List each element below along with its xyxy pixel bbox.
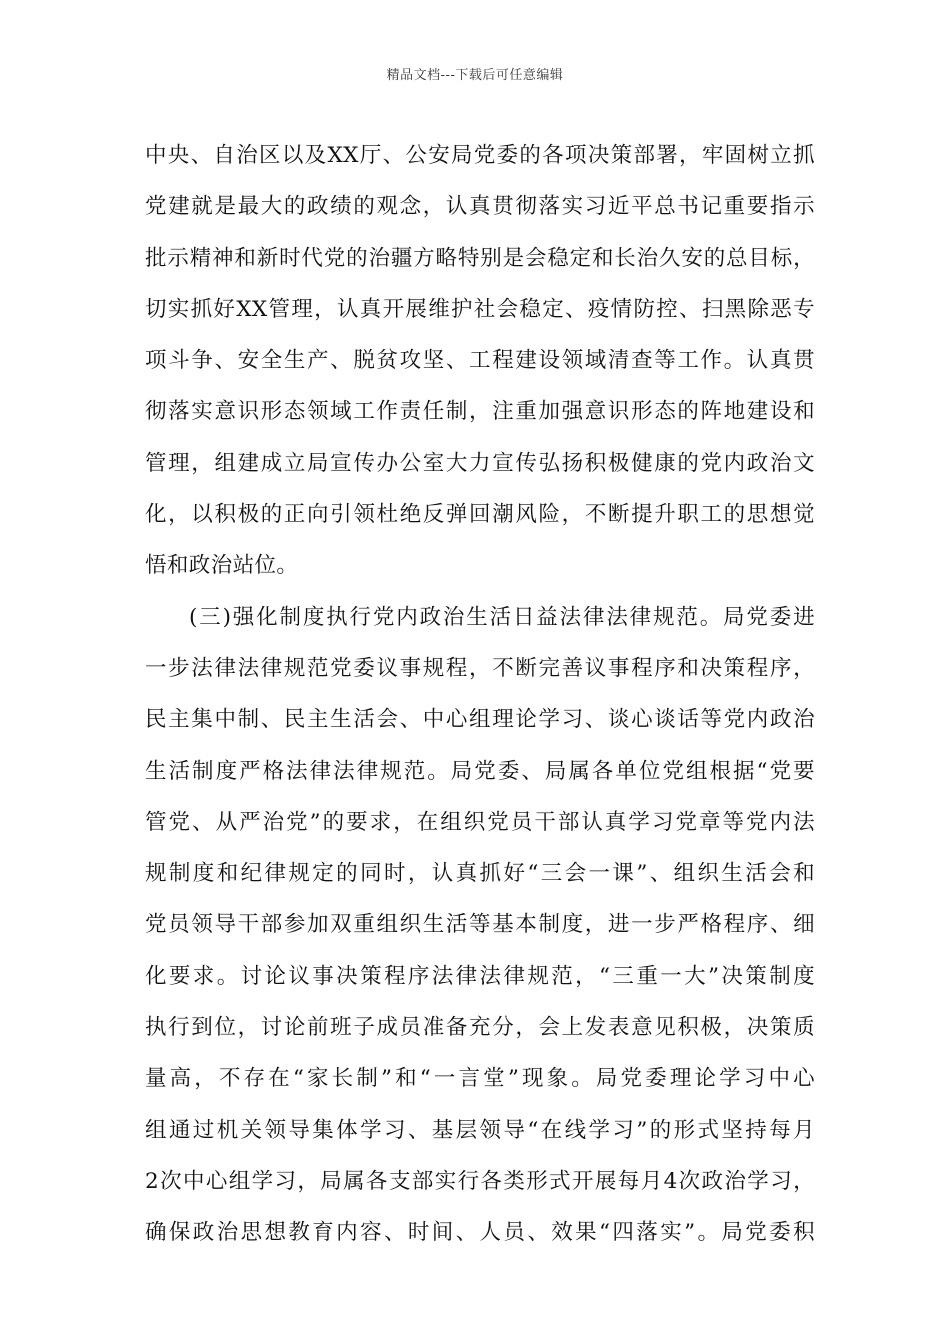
- paragraph-1: [145, 130, 815, 592]
- text-line: 项斗争、安全生产、脱贫攻坚、工程建设领域清查等工作。认真贯: [145, 348, 815, 374]
- text-line: 彻落实意识形态领域工作责任制，注重加强意识形态的阵地建设和: [145, 399, 815, 425]
- text-line: 一步法律法律规范党委议事规程，不断完善议事程序和决策程序，: [145, 655, 815, 681]
- text-line: (三)强化制度执行党内政治生活日益法律法律规范。局党委进: [189, 604, 815, 630]
- page-header: 精品文档---下载后可任意编辑: [386, 68, 564, 83]
- text-line: 组通过机关领导集体学习、基层领导“在线学习”的形式坚持每月: [145, 1117, 815, 1143]
- text-line: 执行到位，讨论前班子成员准备充分，会上发表意见积极，决策质: [145, 1015, 815, 1041]
- text-line: 化，以积极的正向引领杜绝反弹回潮风险，不断提升职工的思想觉: [145, 502, 815, 528]
- text-line: 悟和政治站位。: [145, 553, 299, 579]
- text-line: 管党、从严治党”的要求，在组织党员干部认真学习党章等党内法: [145, 809, 815, 835]
- text-line: 切实抓好XX管理，认真开展维护社会稳定、疫情防控、扫黑除恶专: [145, 296, 815, 322]
- text-line: 量高，不存在“家长制”和“一言堂”现象。局党委理论学习中心: [145, 1066, 815, 1092]
- text-line: 管理，组建成立局宣传办公室大力宣传弘扬积极健康的党内政治文: [145, 450, 815, 476]
- text-line: 2次中心组学习，局属各支部实行各类形式开展每月4次政治学习，: [145, 1168, 815, 1194]
- text-line: 确保政治思想教育内容、时间、人员、效果“四落实”。局党委积: [145, 1220, 815, 1246]
- document-body: [145, 130, 815, 1259]
- text-line: 批示精神和新时代党的治疆方略特别是会稳定和长治久安的总目标，: [145, 245, 815, 271]
- paragraph-2: [145, 592, 815, 1259]
- text-line: 民主集中制、民主生活会、中心组理论学习、谈心谈话等党内政治: [145, 707, 815, 733]
- text-line: 党建就是最大的政绩的观念，认真贯彻落实习近平总书记重要指示: [145, 194, 815, 220]
- text-line: 生活制度严格法律法律规范。局党委、局属各单位党组根据“党要: [145, 758, 815, 784]
- text-line: 中央、自治区以及XX厅、公安局党委的各项决策部署，牢固树立抓: [145, 143, 815, 168]
- text-line: 规制度和纪律规定的同时，认真抓好“三会一课”、组织生活会和: [145, 861, 815, 887]
- text-line: 化要求。讨论议事决策程序法律法律规范，“三重一大”决策制度: [145, 963, 815, 989]
- text-line: 党员领导干部参加双重组织生活等基本制度，进一步严格程序、细: [145, 912, 815, 938]
